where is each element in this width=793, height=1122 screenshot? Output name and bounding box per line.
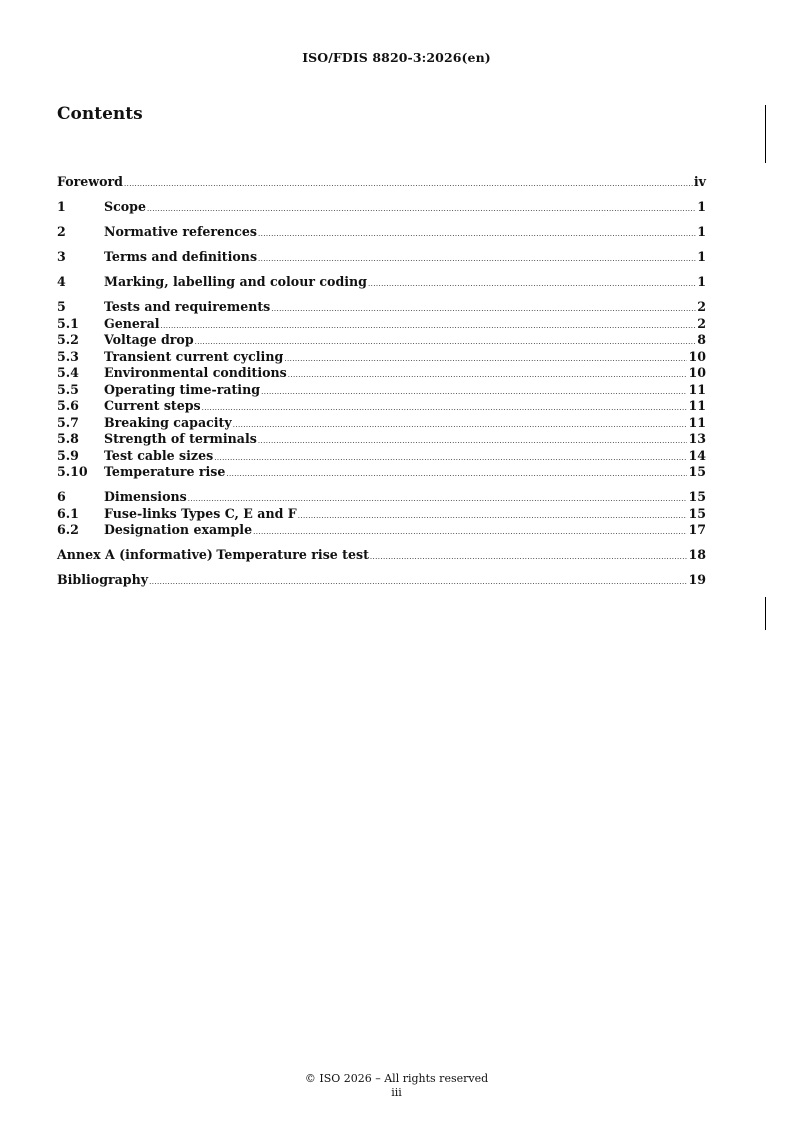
leader-dots	[202, 404, 688, 412]
toc-entry-number: 6	[57, 489, 66, 504]
toc-entry-foreword[interactable]	[57, 174, 706, 191]
toc-entry-breaking-capacity[interactable]	[57, 415, 706, 432]
leader-dots	[288, 371, 688, 379]
toc-entry-temperature-rise[interactable]	[57, 464, 706, 481]
toc-entry-page: 11	[688, 381, 706, 397]
leader-dots	[161, 322, 697, 330]
toc-entry-number: 5.1	[57, 315, 79, 331]
toc-entry-page: 13	[688, 431, 706, 446]
toc-entry-title: Test cable sizes	[104, 447, 214, 463]
toc-entry-number: 3	[57, 249, 66, 264]
toc-entry-number: 6.2	[57, 522, 79, 537]
toc-entry-number: 5.8	[57, 431, 79, 446]
toc-entry-scope[interactable]	[57, 199, 706, 216]
toc-entry-test-cable-sizes[interactable]	[57, 448, 706, 465]
toc-entry-page: 2	[697, 299, 706, 314]
leader-dots	[298, 512, 688, 520]
toc-entry-title: Designation example	[104, 522, 253, 537]
toc-entry-page: 8	[697, 332, 706, 347]
toc-entry-transient-current-cycling[interactable]	[57, 349, 706, 366]
toc-entry-dimensions[interactable]	[57, 489, 706, 506]
toc-entry-page: 11	[688, 414, 706, 430]
leader-dots	[253, 528, 687, 536]
toc-entry-fuse-links[interactable]	[57, 506, 706, 523]
toc-entry-page: 19	[688, 572, 706, 587]
leader-dots	[149, 578, 687, 586]
toc-entry-page: 18	[688, 547, 706, 562]
page-footer	[0, 1072, 793, 1100]
toc-entry-title: Normative references	[104, 224, 258, 239]
table-of-contents	[57, 174, 706, 589]
toc-entry-page: 14	[688, 447, 706, 463]
leader-dots	[124, 180, 693, 188]
toc-entry-title: Environmental conditions	[104, 365, 287, 380]
page-number: iii	[391, 1086, 402, 1099]
toc-entry-title: Fuse-links Types C, E and F	[104, 505, 297, 521]
leader-dots	[226, 470, 687, 478]
toc-entry-current-steps[interactable]	[57, 398, 706, 415]
toc-entry-title: Temperature rise	[104, 464, 226, 479]
toc-entry-title: Dimensions	[104, 489, 187, 504]
toc-entry-title: Strength of terminals	[104, 431, 257, 446]
toc-entry-number: 5.6	[57, 398, 79, 413]
toc-entry-number: 6.1	[57, 505, 79, 521]
toc-entry-terms-definitions[interactable]	[57, 249, 706, 266]
toc-entry-subtitle: Temperature rise test	[216, 547, 369, 562]
toc-entry-page: 11	[688, 398, 706, 413]
toc-entry-number: 5.9	[57, 447, 79, 463]
leader-dots	[214, 454, 687, 462]
toc-entry-strength-of-terminals[interactable]	[57, 431, 706, 448]
toc-entry-bibliography[interactable]	[57, 572, 706, 589]
toc-entry-title: Tests and requirements	[104, 299, 271, 314]
toc-entry-page: iv	[693, 174, 706, 189]
toc-entry-page: 10	[688, 365, 706, 380]
toc-entry-number: 5.5	[57, 381, 79, 397]
toc-entry-page: 1	[697, 249, 706, 264]
leader-dots	[261, 388, 687, 396]
toc-entry-title: Foreword	[57, 174, 123, 189]
toc-entry-title: Transient current cycling	[104, 348, 284, 364]
toc-entry-title: Marking, labelling and colour coding	[104, 274, 367, 289]
toc-entry-title: Annex A (informative)	[57, 547, 213, 562]
toc-entry-voltage-drop[interactable]	[57, 332, 706, 349]
toc-entry-page: 1	[697, 274, 706, 289]
toc-entry-tests-requirements[interactable]	[57, 299, 706, 316]
page-title: Contents	[57, 104, 143, 124]
toc-entry-number: 5.7	[57, 414, 79, 430]
leader-dots	[258, 255, 696, 263]
toc-entry-page: 10	[688, 348, 706, 364]
copyright-notice: © ISO 2026 – All rights reserved	[304, 1072, 489, 1085]
toc-entry-title: Terms and definitions	[104, 249, 258, 264]
toc-entry-number: 2	[57, 224, 66, 239]
toc-entry-marking[interactable]	[57, 274, 706, 291]
toc-entry-number: 5.10	[57, 464, 88, 479]
toc-entry-page: 1	[697, 224, 706, 239]
toc-entry-environmental-conditions[interactable]	[57, 365, 706, 382]
toc-entry-title: Bibliography	[57, 572, 149, 587]
toc-entry-number: 5.4	[57, 365, 79, 380]
toc-entry-number: 1	[57, 199, 66, 214]
toc-entry-title: Breaking capacity	[104, 414, 232, 430]
toc-entry-title: Operating time-rating	[104, 381, 261, 397]
toc-entry-annex-a[interactable]	[57, 547, 706, 564]
toc-entry-number: 5	[57, 299, 66, 314]
toc-entry-page: 15	[688, 489, 706, 504]
leader-dots	[284, 355, 687, 363]
leader-dots	[195, 338, 697, 346]
toc-entry-page: 15	[688, 464, 706, 479]
leader-dots	[368, 280, 696, 288]
toc-entry-page: 17	[688, 522, 706, 537]
toc-entry-operating-time-rating[interactable]	[57, 382, 706, 399]
leader-dots	[370, 553, 688, 561]
toc-entry-number: 5.3	[57, 348, 79, 364]
toc-entry-designation-example[interactable]	[57, 522, 706, 539]
toc-entry-title: Scope	[104, 199, 146, 214]
leader-dots	[258, 437, 688, 445]
toc-entry-normative-references[interactable]	[57, 224, 706, 241]
toc-entry-page: 1	[697, 199, 706, 214]
document-header: ISO/FDIS 8820-3:2026(en)	[302, 50, 491, 65]
leader-dots	[188, 495, 688, 503]
toc-entry-page: 15	[688, 505, 706, 521]
leader-dots	[147, 205, 696, 213]
toc-entry-number: 5.2	[57, 332, 79, 347]
change-bar-bottom	[765, 597, 766, 630]
change-bar-top	[765, 105, 766, 163]
toc-entry-title: General	[104, 315, 160, 331]
toc-entry-page: 2	[697, 315, 706, 331]
toc-entry-title: Current steps	[104, 398, 201, 413]
leader-dots	[271, 305, 696, 313]
toc-entry-title: Voltage drop	[104, 332, 194, 347]
leader-dots	[233, 421, 688, 429]
leader-dots	[258, 230, 696, 238]
toc-entry-number: 4	[57, 274, 66, 289]
toc-entry-general[interactable]	[57, 316, 706, 333]
